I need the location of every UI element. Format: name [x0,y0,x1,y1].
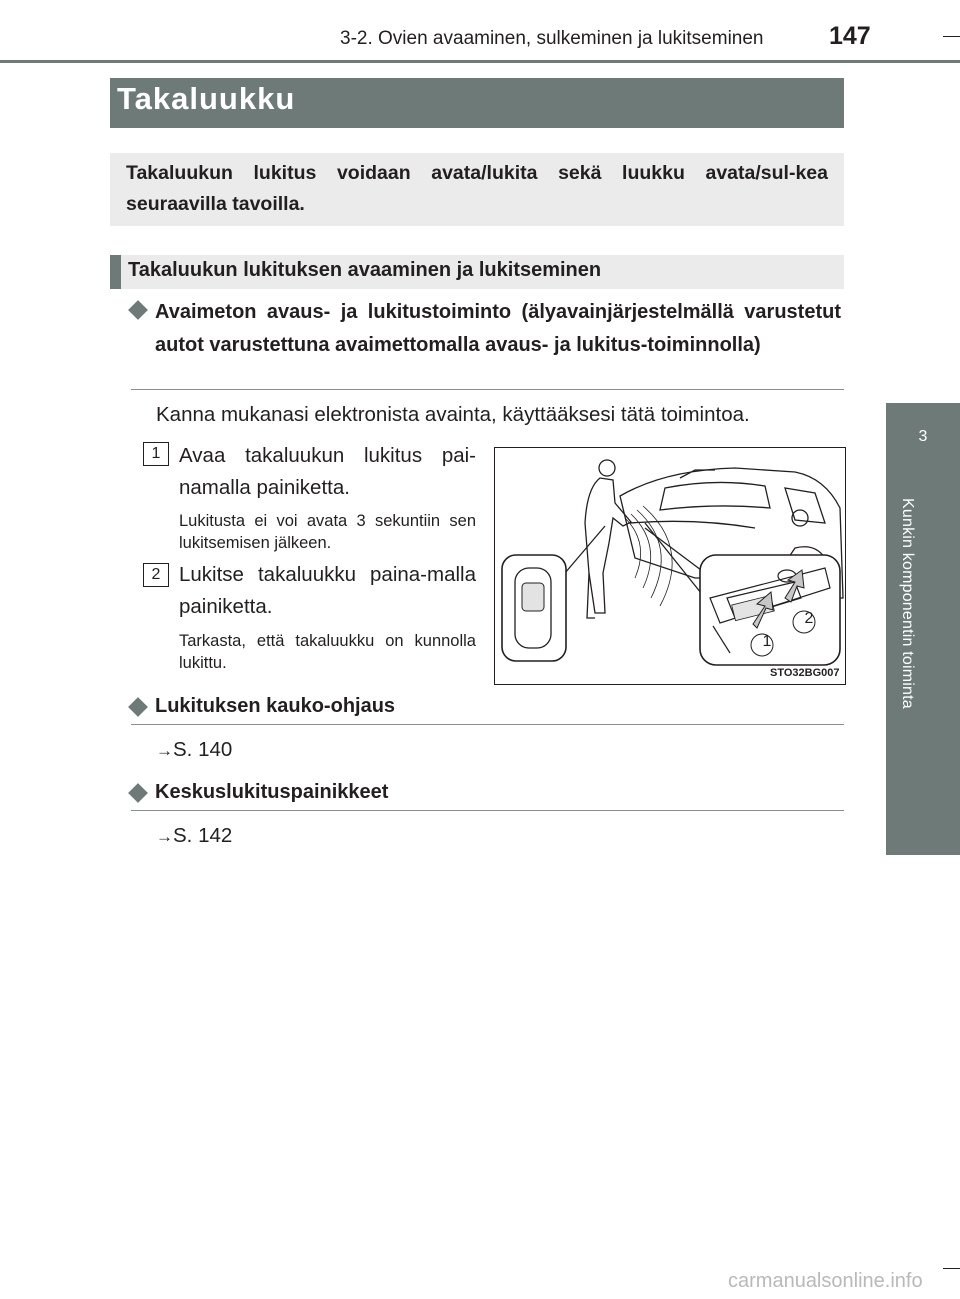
intro-text: Takaluukun lukitus voidaan avata/lukita sekä luukku avata/sul-kea seuraavilla tavoilla. [126,162,828,215]
page-title: Takaluukku [117,81,296,116]
figure-callout-1: 1 [762,633,772,650]
figure-callout-2: 2 [804,610,814,627]
page-reference-text: S. 142 [173,824,233,847]
section-heading-central-lock: Keskuslukituspainikkeet [155,781,389,803]
diamond-bullet-icon [128,783,148,803]
figure-tailgate-illustration [494,447,846,685]
page-reference-text: S. 140 [173,738,233,761]
chapter-number: 3 [918,428,928,445]
page-reference-link[interactable] [156,738,232,762]
page-reference-link[interactable] [156,824,232,848]
subheading-accent [110,255,121,289]
arrow-right-icon: → [156,827,173,846]
step-text-1: Avaa takaluukun lukitus pai-namalla painiketta. [179,444,476,499]
chapter-title: Kunkin komponentin toiminta [899,498,916,709]
section-body: Kanna mukanasi elektronista avainta, käyttääksesi tätä toimintoa. [156,403,750,426]
section-rule [131,389,844,390]
section-heading-keyless: Avaimeton avaus- ja lukitustoiminto (älyavainjärjestelmällä varustetut autot varustettuna avaimettomalla avaus- ja lukitus-toiminnolla) [155,301,841,356]
header-rule [0,60,960,63]
diamond-bullet-icon [128,697,148,717]
step-note-1: Lukitusta ei voi avata 3 sekuntiin sen lukitsemisen jälkeen. [179,512,476,552]
arrow-right-icon: → [156,741,173,760]
section-rule [131,810,844,811]
step-note-2: Tarkasta, että takaluukku on kunnolla lukittu. [179,632,476,672]
section-rule [131,724,844,725]
section-title: 3-2. Ovien avaaminen, sulkeminen ja lukitseminen [340,28,764,49]
crop-mark [943,1268,960,1269]
diamond-bullet-icon [128,300,148,320]
step-number-1: 1 [143,442,169,466]
step-text-2: Lukitse takaluukku paina-malla painiketta. [179,563,476,618]
step-number-2: 2 [143,563,169,587]
page-number: 147 [829,22,871,50]
tailgate-illustration [495,448,845,684]
crop-mark [943,36,960,37]
watermark: carmanualsonline.info [728,1270,923,1292]
section-heading-remote: Lukituksen kauko-ohjaus [155,695,396,717]
figure-code: STO32BG007 [770,667,840,679]
subheading: Takaluukun lukituksen avaaminen ja lukitseminen [128,259,602,281]
